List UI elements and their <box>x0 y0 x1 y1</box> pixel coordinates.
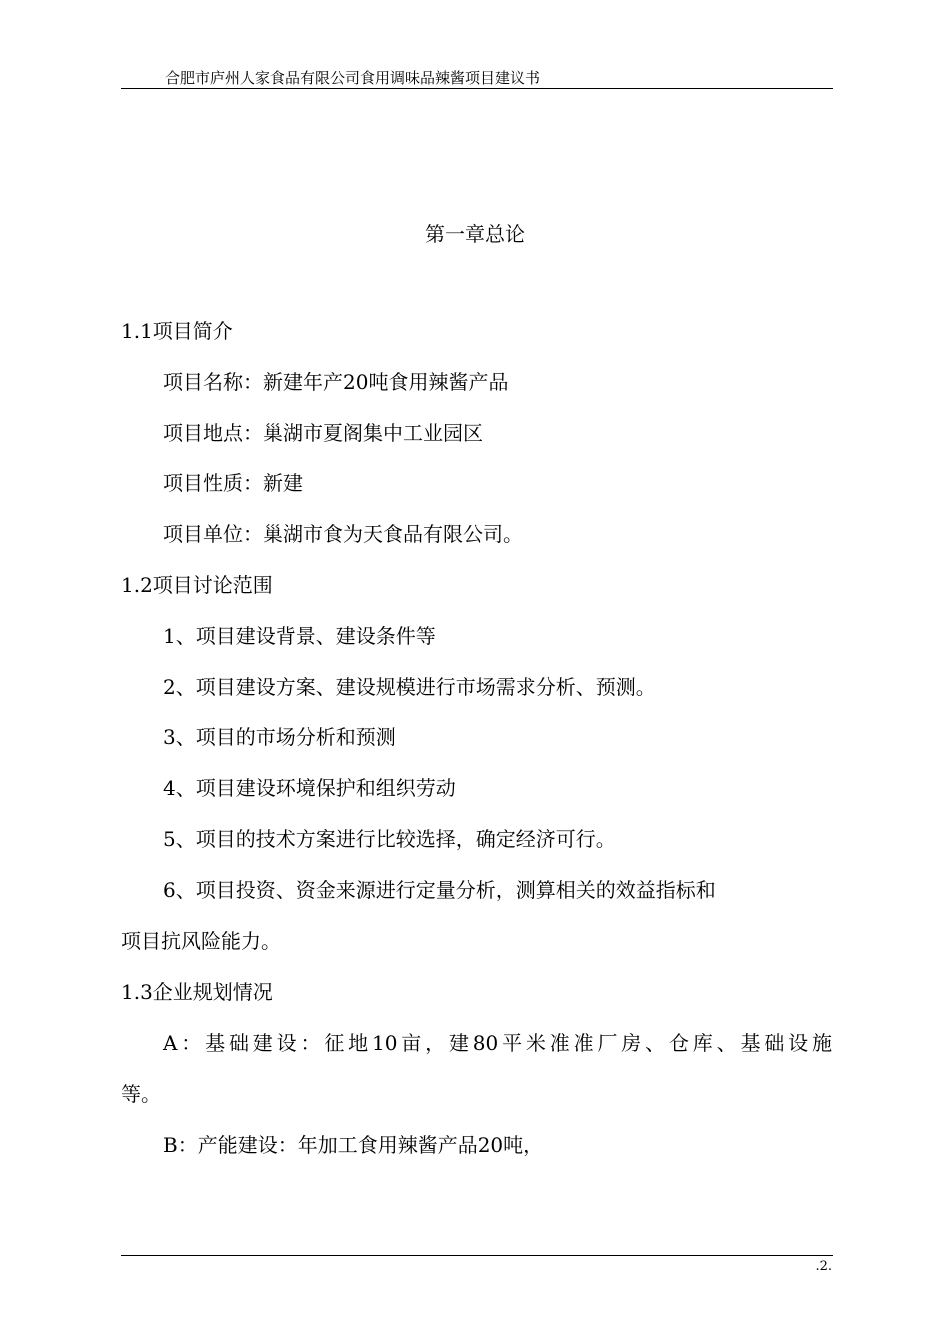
page-header <box>121 68 833 89</box>
scope-item-6-continued: 项目抗风险能力。 <box>121 929 281 953</box>
scope-item-3: 3、项目的市场分析和预测 <box>163 725 396 749</box>
section-heading-1-1: 1.1项目简介 <box>121 319 233 343</box>
scope-item-5: 5、项目的技术方案进行比较选择，确定经济可行。 <box>163 827 616 851</box>
plan-item-a: A：基础建设：征地10亩，建80平米准准厂房、仓库、基础设施 <box>163 1031 832 1055</box>
section-heading-1-2: 1.2项目讨论范围 <box>121 573 273 597</box>
project-name: 项目名称：新建年产20吨食用辣酱产品 <box>163 370 509 394</box>
project-nature: 项目性质：新建 <box>163 471 303 495</box>
project-location: 项目地点：巢湖市夏阁集中工业园区 <box>163 421 483 445</box>
scope-item-6: 6、项目投资、资金来源进行定量分析，测算相关的效益指标和 <box>163 878 716 902</box>
scope-item-4: 4、项目建设环境保护和组织劳动 <box>163 776 456 800</box>
plan-item-a-continued: 等。 <box>121 1082 161 1106</box>
header-title: 合肥市庐州人家食品有限公司食用调味品辣酱项目建议书 <box>165 69 541 87</box>
section-heading-1-3: 1.3企业规划情况 <box>121 980 273 1004</box>
scope-item-1: 1、项目建设背景、建设条件等 <box>163 624 436 648</box>
chapter-title: 第一章总论 <box>425 222 525 246</box>
page-number: .2. <box>815 1259 832 1274</box>
project-unit: 项目单位：巢湖市食为天食品有限公司。 <box>163 522 523 546</box>
scope-item-2: 2、项目建设方案、建设规模进行市场需求分析、预测。 <box>163 675 656 699</box>
plan-item-b: B：产能建设：年加工食用辣酱产品20吨， <box>163 1133 544 1157</box>
footer-divider <box>121 1255 833 1256</box>
